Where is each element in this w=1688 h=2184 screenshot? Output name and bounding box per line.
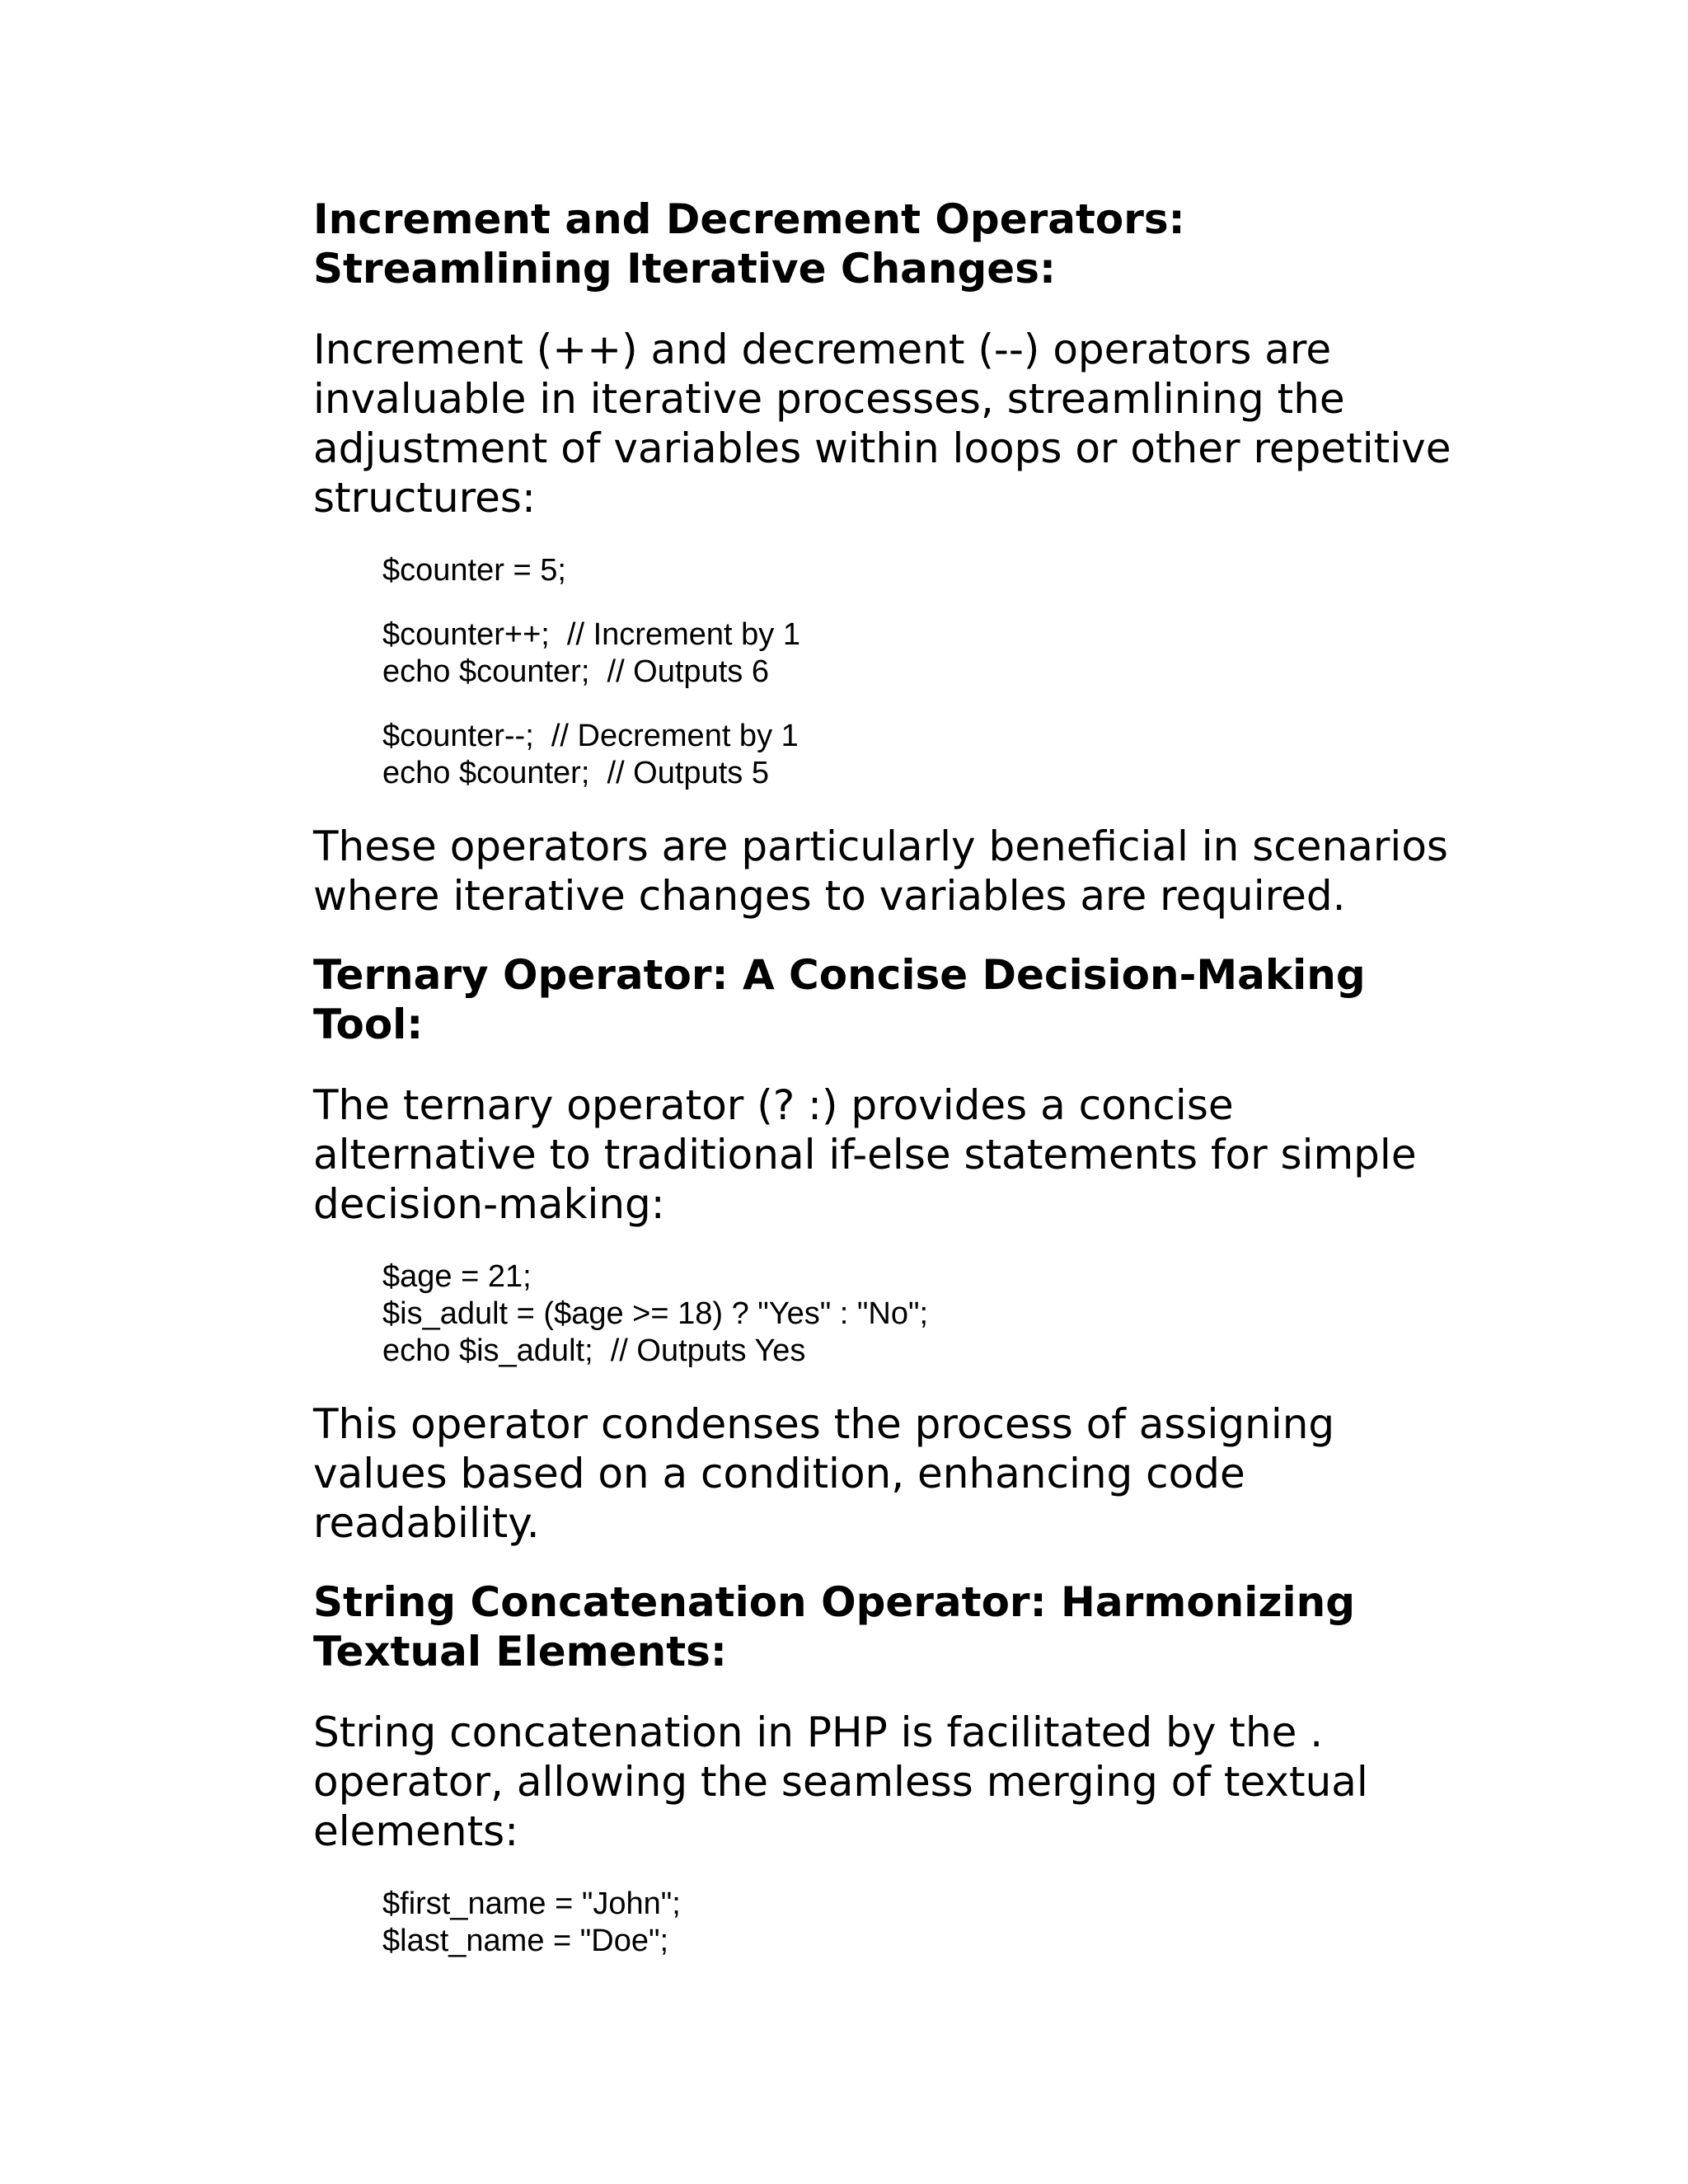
paragraph-outro-ternary [313, 1399, 1467, 1548]
code-line: $counter++; // Increment by 1 [382, 617, 800, 652]
code-line: $last_name = "Doe"; [382, 1924, 669, 1958]
page-content [313, 194, 1467, 1960]
paragraph-line: String concatenation in PHP is facilitated by the . [313, 1708, 1324, 1756]
code-block-increment [382, 616, 1467, 691]
heading-line: Ternary Operator: A Concise Decision-Making [313, 951, 1366, 999]
paragraph-outro-increment [313, 822, 1467, 921]
code-block-decrement [382, 718, 1467, 792]
section-heading-string-concatenation [313, 1577, 1467, 1676]
heading-line: Textual Elements: [313, 1628, 727, 1675]
heading-line: Tool: [313, 1001, 424, 1048]
heading-line: Increment and Decrement Operators: [313, 195, 1185, 243]
paragraph-line: structures: [313, 474, 536, 522]
code-line: echo $counter; // Outputs 5 [382, 756, 769, 790]
code-block-string-vars [382, 1886, 1467, 1960]
paragraph-line: elements: [313, 1807, 519, 1855]
paragraph-line: values based on a condition, enhancing code [313, 1450, 1245, 1497]
paragraph-line: This operator condenses the process of assigning [313, 1400, 1335, 1448]
paragraph-line: alternative to traditional if-else statements for simple [313, 1131, 1417, 1179]
paragraph-line: Increment (++) and decrement (--) operators are [313, 326, 1332, 373]
section-heading-ternary [313, 950, 1467, 1049]
paragraph-line: adjustment of variables within loops or other repetitive [313, 424, 1451, 472]
code-line: $first_name = "John"; [382, 1886, 681, 1921]
paragraph-intro-string-concatenation [313, 1708, 1467, 1856]
paragraph-line: The ternary operator (? :) provides a concise [313, 1081, 1234, 1129]
code-block-ternary [382, 1258, 1467, 1370]
code-line: $counter = 5; [382, 553, 566, 588]
paragraph-line: invaluable in iterative processes, streamlining the [313, 375, 1345, 423]
paragraph-line: readability. [313, 1499, 540, 1547]
heading-line: String Concatenation Operator: Harmonizing [313, 1578, 1356, 1626]
paragraph-intro-increment [313, 325, 1467, 523]
code-line: echo $is_adult; // Outputs Yes [382, 1333, 806, 1368]
code-line: $counter--; // Decrement by 1 [382, 719, 799, 753]
code-line: echo $counter; // Outputs 6 [382, 654, 769, 689]
code-line: $age = 21; [382, 1259, 532, 1294]
paragraph-line: operator, allowing the seamless merging of textual [313, 1758, 1368, 1806]
section-heading-increment-decrement [313, 194, 1467, 293]
code-line: $is_adult = ($age >= 18) ? "Yes" : "No"; [382, 1296, 929, 1331]
heading-line: Streamlining Iterative Changes: [313, 245, 1056, 293]
paragraph-line: These operators are particularly beneficial in scenarios [313, 823, 1448, 870]
paragraph-intro-ternary [313, 1080, 1467, 1229]
code-block-counter-init [382, 552, 1467, 589]
paragraph-line: decision-making: [313, 1180, 665, 1228]
paragraph-line: where iterative changes to variables are required. [313, 872, 1346, 920]
